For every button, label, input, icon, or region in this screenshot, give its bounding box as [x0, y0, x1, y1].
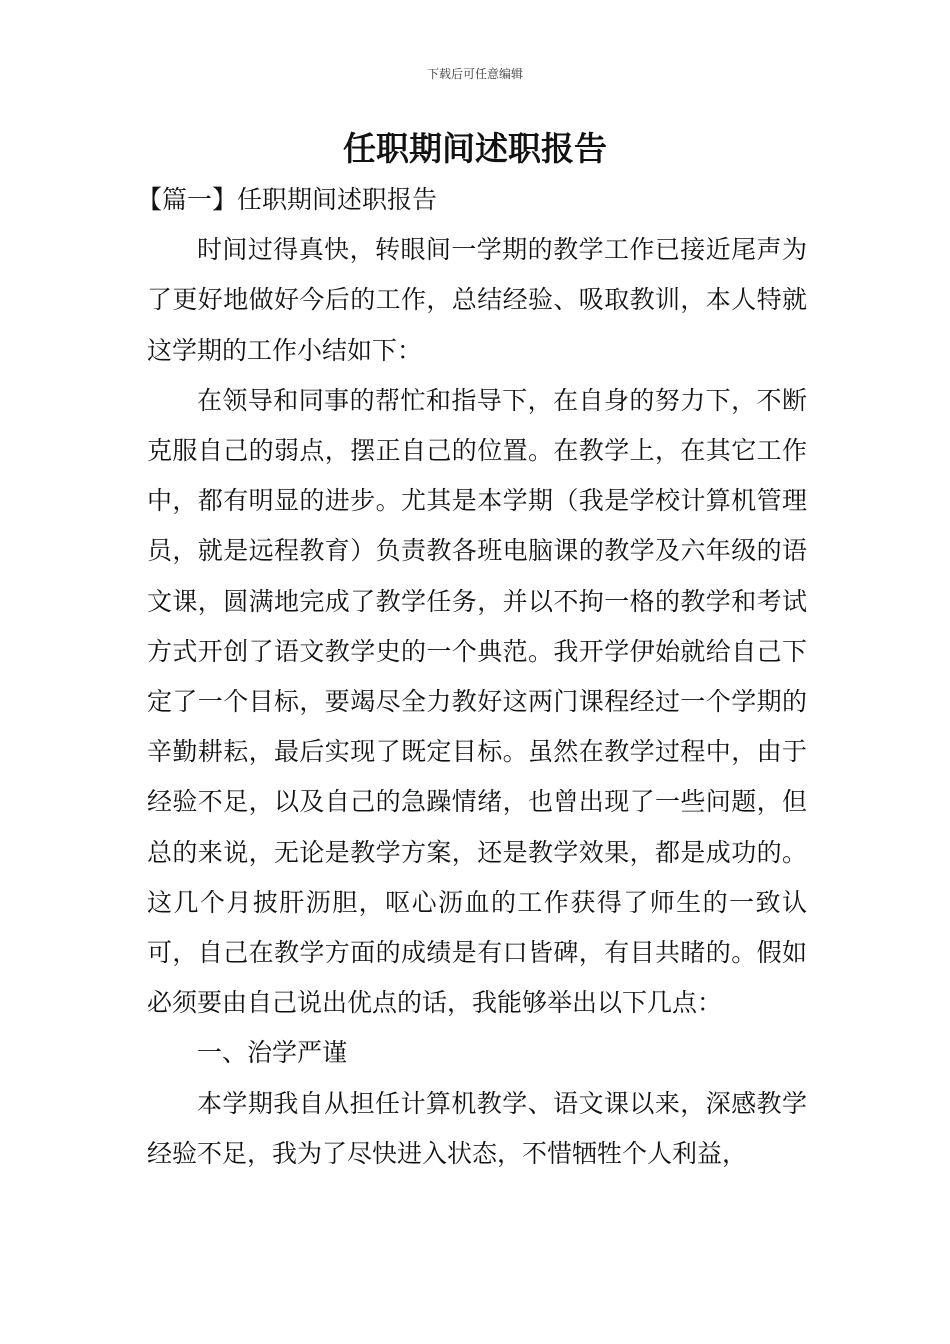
document-title: 任职期间述职报告	[343, 129, 607, 168]
paragraph-summary: 在领导和同事的帮忙和指导下，在自身的努力下，不断克服自己的弱点，摆正自己的位置。在教学上，在其它工作中，都有明显的进步。尤其是本学期（我是学校计算机管理员，就是远程教育）负责教各班电脑课的教学及六年级的语文课，圆满地完成了教学任务，并以不拘一格的教学和考试方式开创了语文教学史的一个典范。我开学伊始就给自己下定了一个目标，要竭尽全力教好这两门课程经过一个学期的辛勤耕耘，最后实现了既定目标。虽然在教学过程中，由于经验不足，以及自己的急躁情绪，也曾出现了一些问题，但总的来说，无论是教学方案，还是教学效果，都是成功的。这几个月披肝沥胆，呕心沥血的工作获得了师生的一致认可，自己在教学方面的成绩是有口皆碑，有目共睹的。假如必须要由自己说出优点的话，我能够举出以下几点：	[147, 385, 807, 1018]
paragraph-intro: 时间过得真快，转眼间一学期的教学工作已接近尾声为了更好地做好今后的工作，总结经验、吸取教训，本人特就这学期的工作小结如下：	[147, 235, 807, 365]
header-note: 下载后可任意编辑	[426, 67, 523, 81]
section-heading-1: 一、治学严谨	[197, 1038, 348, 1068]
paragraph-section-1: 本学期我自从担任计算机教学、语文课以来，深感教学经验不足，我为了尽快进入状态，不惜牺牲个人利益，	[147, 1088, 807, 1168]
document-body	[137, 175, 807, 1179]
section-subtitle: 【篇一】任职期间述职报告	[137, 185, 438, 214]
